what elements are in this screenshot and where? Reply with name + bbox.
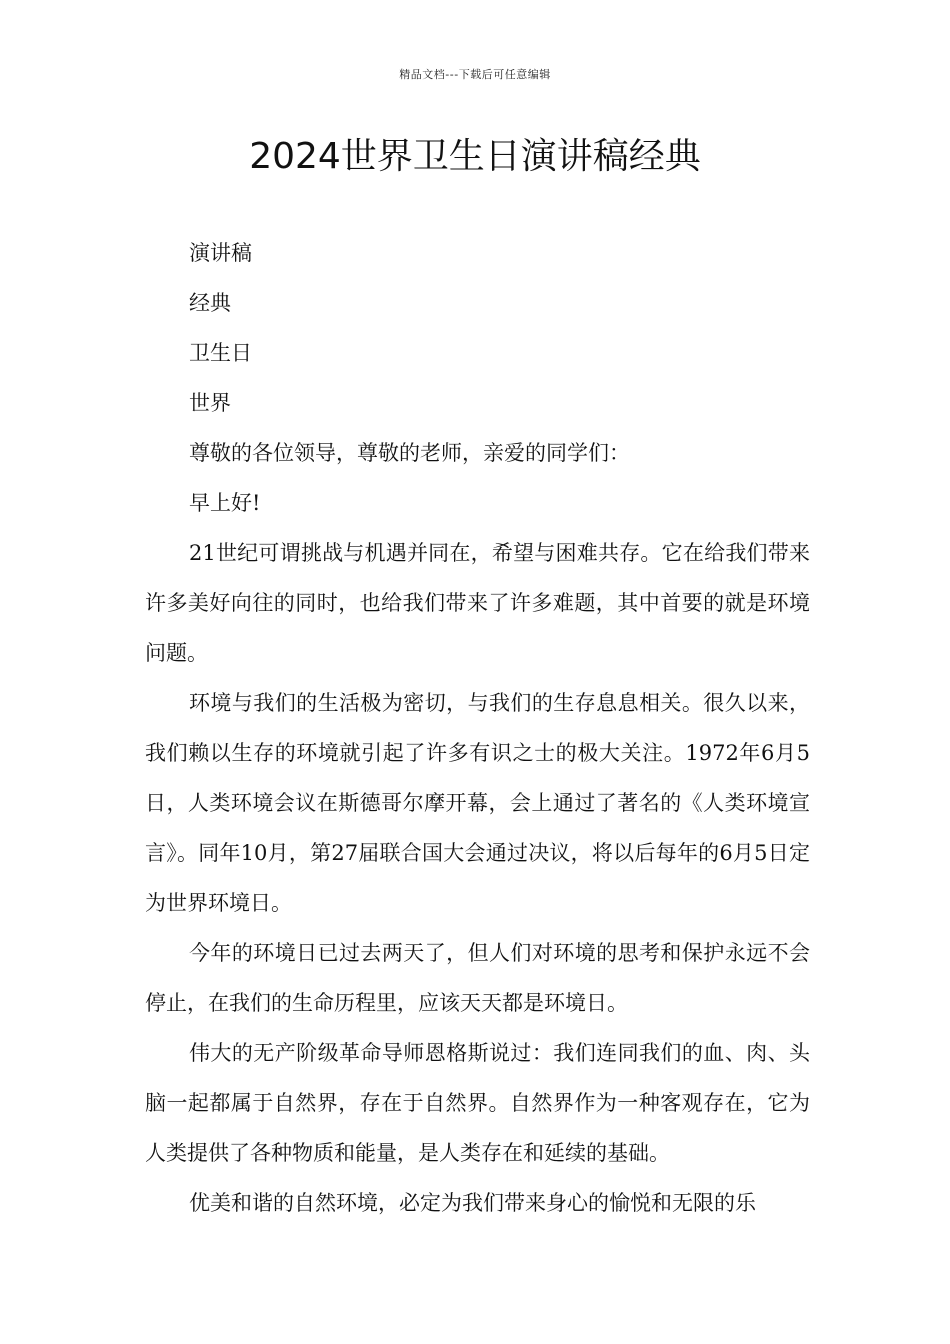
- body-paragraph: 21世纪可谓挑战与机遇并同在，希望与困难共存。它在给我们带来许多美好向往的同时，也给我们带来了许多难题，其中首要的就是环境问题。: [145, 541, 810, 665]
- body-paragraph: 环境与我们的生活极为密切，与我们的生存息息相关。很久以来，我们赖以生存的环境就引起了许多有识之士的极大关注。1972年6月5日，人类环境会议在斯德哥尔摩开幕，会上通过了著名的《人类环境宣言》。同年10月，第27届联合国大会通过决议，将以后每年的6月5日定为世界环境日。: [145, 691, 810, 915]
- body-paragraph: 优美和谐的自然环境，必定为我们带来身心的愉悦和无限的乐: [189, 1191, 756, 1215]
- document-body: [145, 228, 810, 1228]
- body-paragraph: 伟大的无产阶级革命导师恩格斯说过：我们连同我们的血、肉、头脑一起都属于自然界，存在于自然界。自然界作为一种客观存在，它为人类提供了各种物质和能量，是人类存在和延续的基础。: [145, 1041, 810, 1165]
- salutation: 尊敬的各位领导，尊敬的老师，亲爱的同学们：: [189, 441, 630, 465]
- keyword-line: 演讲稿: [189, 241, 252, 265]
- document-title: 2024世界卫生日演讲稿经典: [249, 136, 701, 177]
- page-header-note: 精品文档---下载后可任意编辑: [399, 68, 551, 81]
- greeting: 早上好!: [189, 491, 261, 515]
- body-paragraph: 今年的环境日已过去两天了，但人们对环境的思考和保护永远不会停止，在我们的生命历程里，应该天天都是环境日。: [145, 941, 810, 1015]
- keyword-line: 世界: [189, 391, 231, 415]
- keyword-line: 卫生日: [189, 341, 252, 365]
- keyword-line: 经典: [189, 291, 231, 315]
